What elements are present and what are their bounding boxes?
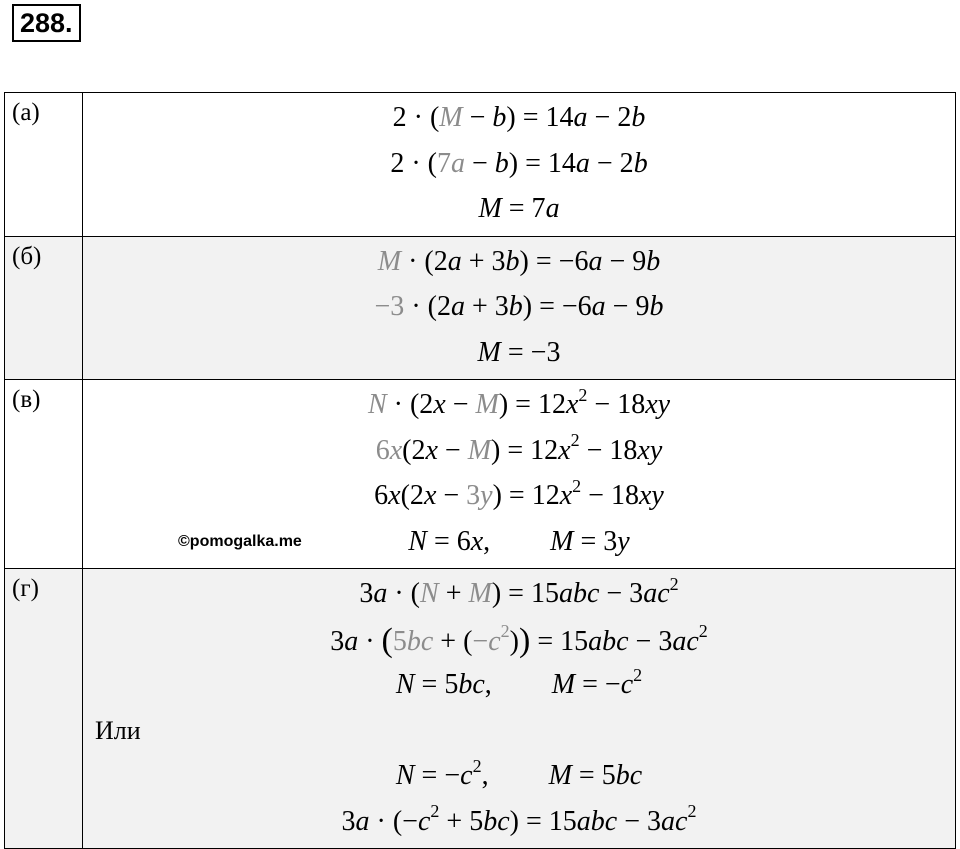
table-row <box>5 380 956 569</box>
equation-line: −3 · (2a + 3b) = −6a − 9b <box>374 291 664 322</box>
equation-line: $6x(2x - 3y) = 12x^2 - 18xy$ <box>374 475 664 511</box>
table-row <box>5 569 956 849</box>
equation-line: M = −3 <box>477 336 561 368</box>
equation-line: $N = -c^2$, M = 5bc <box>395 755 643 791</box>
problem-number: 288. <box>12 4 81 42</box>
part-math <box>83 569 956 849</box>
equation-line: M = 7a <box>478 193 560 224</box>
equation-line: 2 · (7a − b) = 14a − 2b <box>390 147 648 179</box>
part-label: (в) <box>5 380 83 569</box>
equation-line: N = 6x, M = 3y <box>408 525 630 557</box>
equation-line: $3a \cdot (N + M) = 15abc - 3ac^2$ <box>359 573 679 609</box>
equation-line: N = 5bc, $M = -c^2$ <box>395 664 643 700</box>
part-label: (г) <box>5 569 83 849</box>
solution-table <box>4 92 956 849</box>
part-math <box>83 236 956 380</box>
equation-line: M · (2a + 3b) = −6a − 9b <box>377 245 661 277</box>
equation-line: $N \cdot (2x - M) = 12x^2 - 18xy$ <box>367 384 671 420</box>
table-row <box>5 93 956 237</box>
or-label: Или <box>95 715 141 745</box>
equation-line: $3a \cdot (-c^2 + 5bc) = 15abc - 3ac^2$ <box>341 801 697 837</box>
equation-line: $3a \cdot (5bc + (-c^2)) = 15abc - 3ac^2$ <box>330 621 708 659</box>
part-label: (а) <box>5 93 83 237</box>
equation-line: 2 · (M − b) = 14a − 2b <box>392 102 646 133</box>
part-label: (б) <box>5 236 83 380</box>
watermark: ©pomogalka.me <box>178 533 302 550</box>
equation-line: $6x(2x - M) = 12x^2 - 18xy$ <box>375 430 663 466</box>
table-row <box>5 236 956 380</box>
part-math <box>83 93 956 237</box>
